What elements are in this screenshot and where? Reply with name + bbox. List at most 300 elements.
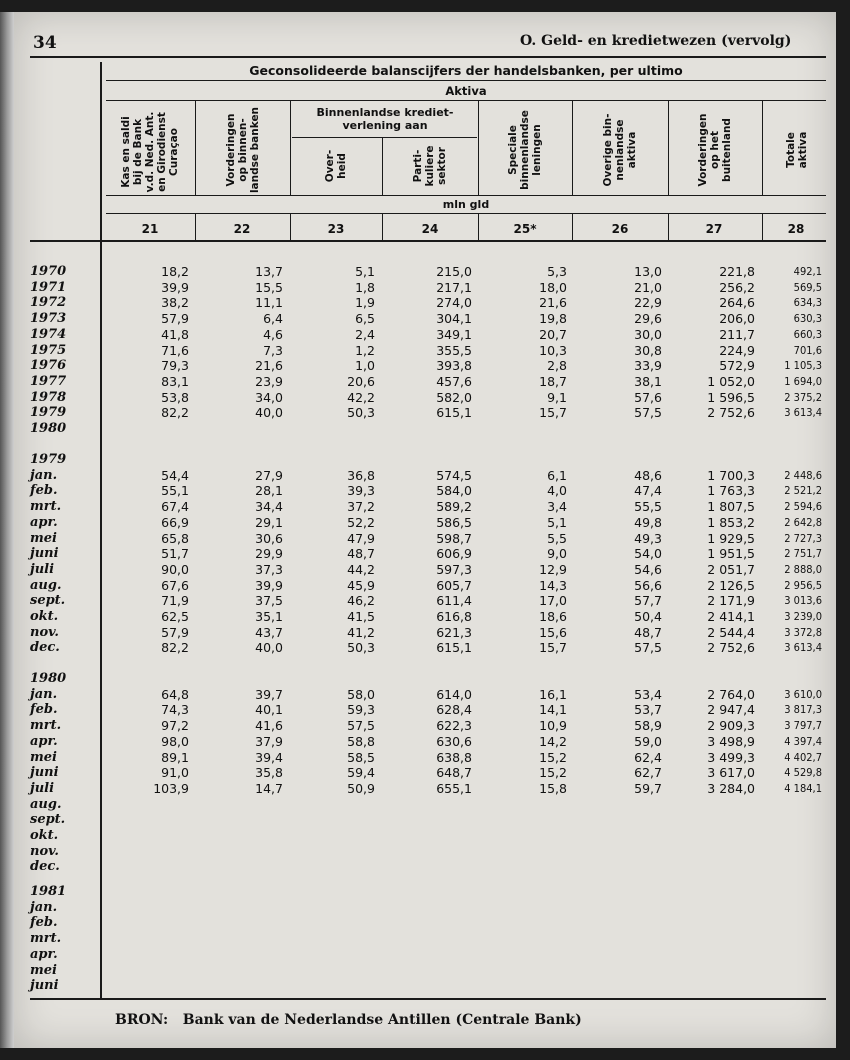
table-cell: 23,9 [255, 373, 283, 389]
table-cell: 15,7 [539, 405, 567, 421]
table-cell: 1,0 [355, 358, 375, 374]
row-label: mei [30, 962, 57, 978]
table-cell: 64,8 [161, 686, 189, 702]
table-cell: 3 797,7 [784, 719, 822, 733]
table-cell: 39,4 [255, 749, 283, 765]
table-cell: 41,5 [347, 609, 375, 624]
table-cell: 2 727,3 [784, 531, 822, 545]
table-cell: 621,3 [436, 624, 472, 640]
table-cell: 2,8 [547, 358, 567, 374]
table-cell: 2 956,5 [784, 578, 822, 592]
row-label: apr. [30, 514, 58, 530]
table-cell: 3 817,3 [784, 703, 822, 717]
col-sep [572, 100, 573, 195]
table-cell: 14,2 [539, 733, 567, 749]
col-header-23: Over- heid [324, 149, 348, 183]
col-sep [290, 214, 291, 241]
table-cell: 615,1 [436, 405, 472, 421]
table-cell: 35,1 [255, 609, 283, 624]
table-cell: 38,1 [634, 373, 662, 389]
table-cell: 33,9 [634, 358, 662, 374]
col-sep [382, 214, 383, 241]
table-cell: 572,9 [719, 358, 755, 374]
table-cell: 46,2 [347, 593, 375, 609]
table-cell: 582,0 [436, 389, 472, 405]
table-cell: 39,7 [255, 686, 283, 702]
table-cell: 1 807,5 [707, 499, 755, 515]
table-title: Geconsolideerde balanscijfers der handelsbanken, per ultimo [249, 63, 683, 78]
table-cell: 82,2 [161, 640, 189, 656]
table-cell: 628,4 [436, 702, 472, 718]
row-label: dec. [30, 640, 60, 656]
row-label: juni [30, 978, 59, 994]
table-cell: 4 184,1 [784, 781, 822, 795]
table-cell: 91,0 [161, 765, 189, 781]
col-sep [290, 100, 291, 195]
table-cell: 13,0 [634, 264, 662, 279]
table-cell: 2,4 [355, 326, 375, 342]
col-sep [762, 214, 763, 241]
table-cell: 58,5 [347, 749, 375, 765]
table-cell: 2 752,6 [707, 405, 755, 421]
row-label: mrt. [30, 718, 62, 734]
table-cell: 2 171,9 [707, 593, 755, 609]
table-cell: 2 544,4 [707, 624, 755, 640]
row-label: 1974 [30, 326, 67, 342]
table-cell: 4 397,4 [784, 734, 822, 748]
table-cell: 611,4 [436, 593, 472, 609]
table-cell: 53,8 [161, 389, 189, 405]
table-cell: 630,6 [436, 733, 472, 749]
col-number-21: 21 [141, 222, 159, 236]
table-cell: 14,1 [539, 702, 567, 718]
table-cell: 304,1 [436, 311, 472, 327]
year-label: 1979 [30, 452, 67, 467]
table-cell: 59,4 [347, 765, 375, 781]
col-header-25: Speciale binnenlandse leningen [507, 110, 543, 190]
table-cell: 349,1 [436, 326, 472, 342]
table-cell: 2 448,6 [784, 468, 822, 482]
unit-label: mln gld [442, 198, 490, 211]
table-cell: 66,9 [161, 514, 189, 530]
table-cell: 21,6 [539, 295, 567, 311]
row-label: 1971 [30, 279, 67, 295]
table-cell: 50,9 [347, 780, 375, 796]
row-label: mrt. [30, 499, 62, 515]
table-cell: 54,0 [634, 546, 662, 562]
col-number-24: 24 [421, 222, 439, 236]
table-cell: 18,2 [161, 264, 189, 279]
table-cell: 2 764,0 [707, 686, 755, 702]
aktiva-rule [106, 100, 826, 101]
table-cell: 67,6 [161, 577, 189, 593]
row-label: nov. [30, 624, 59, 640]
table-cell: 39,9 [255, 577, 283, 593]
table-cell: 55,5 [634, 499, 662, 515]
table-cell: 4 529,8 [784, 766, 822, 780]
table-cell: 21,0 [634, 279, 662, 295]
row-label: jan. [30, 467, 58, 483]
table-cell: 4 402,7 [784, 750, 822, 764]
table-cell: 206,0 [719, 311, 755, 327]
table-cell: 6,4 [263, 311, 283, 327]
table-cell: 634,3 [793, 296, 822, 310]
col-number-22: 22 [233, 222, 251, 236]
col-sep [668, 214, 669, 241]
table-cell: 5,5 [547, 530, 567, 546]
table-cell: 606,9 [436, 546, 472, 562]
table-cell: 50,3 [347, 640, 375, 656]
col-number-25: 25* [513, 222, 537, 236]
table-cell: 17,0 [539, 593, 567, 609]
row-label: aug. [30, 796, 62, 812]
row-label: dec. [30, 859, 60, 875]
table-cell: 82,2 [161, 405, 189, 421]
table-cell: 1 694,0 [784, 374, 822, 388]
table-cell: 50,3 [347, 405, 375, 421]
row-label: jan. [30, 686, 58, 702]
table-cell: 660,3 [793, 327, 822, 341]
table-cell: 51,7 [161, 546, 189, 562]
col-header-24: Parti- kuliere sektor [412, 145, 448, 187]
table-cell: 15,5 [255, 279, 283, 295]
table-cell: 18,6 [539, 609, 567, 624]
table-cell: 589,2 [436, 499, 472, 515]
row-label: 1980 [30, 421, 67, 436]
header-rule [106, 195, 826, 196]
col-header-28: Totale aktiva [785, 131, 809, 169]
table-cell: 598,7 [436, 530, 472, 546]
col-header-22: Vorderingen op binnen- landse banken [225, 106, 261, 194]
table-cell: 71,6 [161, 342, 189, 358]
col-number-28: 28 [787, 222, 805, 236]
table-cell: 56,6 [634, 577, 662, 593]
table-cell: 2 888,0 [784, 562, 822, 576]
table-cell: 2 521,2 [784, 484, 822, 498]
table-cell: 569,5 [793, 280, 822, 294]
row-label: juni [30, 546, 59, 562]
table-cell: 615,1 [436, 640, 472, 656]
table-cell: 638,8 [436, 749, 472, 765]
table-cell: 35,8 [255, 765, 283, 781]
table-cell: 34,4 [255, 499, 283, 515]
chapter-title: O. Geld- en kredietwezen (vervolg) [520, 33, 792, 49]
table-cell: 574,5 [436, 467, 472, 483]
unit-rule [106, 213, 826, 214]
page-number: 34 [33, 33, 57, 53]
table-cell: 630,3 [793, 312, 822, 326]
table-cell: 15,2 [539, 749, 567, 765]
table-cell: 42,2 [347, 389, 375, 405]
group-aktiva: Aktiva [445, 84, 487, 98]
row-label: mei [30, 749, 57, 765]
table-cell: 4,0 [547, 483, 567, 499]
table-cell: 457,6 [436, 373, 472, 389]
table-cell: 3 613,4 [784, 406, 822, 420]
row-label: mei [30, 530, 57, 546]
table-bottom-rule [30, 998, 826, 1000]
table-cell: 49,8 [634, 514, 662, 530]
table-cell: 1 763,3 [707, 483, 755, 499]
table-cell: 14,3 [539, 577, 567, 593]
table-cell: 5,1 [355, 264, 375, 279]
table-cell: 2 642,8 [784, 515, 822, 529]
page-edge-shadow [0, 12, 14, 1048]
table-cell: 57,9 [161, 311, 189, 327]
table-cell: 15,7 [539, 640, 567, 656]
col-sep [382, 138, 383, 195]
table-cell: 1 596,5 [707, 389, 755, 405]
table-cell: 45,9 [347, 577, 375, 593]
col-sep [478, 214, 479, 241]
table-cell: 3,4 [547, 499, 567, 515]
table-cell: 30,6 [255, 530, 283, 546]
table-cell: 586,5 [436, 514, 472, 530]
table-cell: 2 126,5 [707, 577, 755, 593]
table-cell: 3 013,6 [784, 594, 822, 608]
table-cell: 3 239,0 [784, 610, 822, 623]
table-cell: 43,7 [255, 624, 283, 640]
table-cell: 217,1 [436, 279, 472, 295]
table-cell: 50,4 [634, 609, 662, 624]
table-cell: 37,5 [255, 593, 283, 609]
col-sep [668, 100, 669, 195]
table-cell: 29,1 [255, 514, 283, 530]
row-label: apr. [30, 946, 58, 962]
table-cell: 211,7 [719, 326, 755, 342]
table-cell: 1,8 [355, 279, 375, 295]
table-cell: 37,9 [255, 733, 283, 749]
col-sep [195, 214, 196, 241]
table-cell: 1,9 [355, 295, 375, 311]
table-cell: 13,7 [255, 264, 283, 279]
table-cell: 605,7 [436, 577, 472, 593]
table-cell: 597,3 [436, 561, 472, 577]
table-cell: 30,0 [634, 326, 662, 342]
table-cell: 57,5 [347, 718, 375, 734]
table-cell: 6,5 [355, 311, 375, 327]
table-cell: 2 909,3 [707, 718, 755, 734]
row-label: feb. [30, 702, 58, 718]
column-number-rule [30, 240, 826, 242]
table-cell: 5,1 [547, 514, 567, 530]
table-cell: 57,5 [634, 640, 662, 656]
col-sep [762, 100, 763, 195]
table-cell: 48,7 [634, 624, 662, 640]
table-cell: 10,3 [539, 342, 567, 358]
table-cell: 54,4 [161, 467, 189, 483]
table-cell: 39,9 [161, 279, 189, 295]
table-cell: 29,9 [255, 546, 283, 562]
row-label: juli [30, 561, 55, 577]
table-cell: 21,6 [255, 358, 283, 374]
table-cell: 36,8 [347, 467, 375, 483]
col-sep [478, 100, 479, 195]
group-binnenlandse-kredietverlening: Binnenlandse krediet- verlening aan [316, 106, 454, 132]
table-cell: 1 951,5 [707, 546, 755, 562]
table-cell: 40,0 [255, 640, 283, 656]
table-cell: 58,8 [347, 733, 375, 749]
table-cell: 19,8 [539, 311, 567, 327]
table-cell: 16,1 [539, 686, 567, 702]
row-label: 1975 [30, 342, 67, 358]
table-cell: 2 051,7 [707, 561, 755, 577]
table-cell: 9,0 [547, 546, 567, 562]
table-cell: 9,1 [547, 389, 567, 405]
table-cell: 1 853,2 [707, 514, 755, 530]
table-top-rule [30, 56, 826, 58]
table-cell: 83,1 [161, 373, 189, 389]
table-cell: 11,1 [255, 295, 283, 311]
table-cell: 3 613,4 [784, 641, 822, 655]
table-cell: 18,7 [539, 373, 567, 389]
table-cell: 215,0 [436, 264, 472, 279]
table-cell: 44,2 [347, 561, 375, 577]
title-rule [106, 80, 826, 81]
table-cell: 15,8 [539, 780, 567, 796]
table-cell: 18,0 [539, 279, 567, 295]
col-number-27: 27 [705, 222, 723, 236]
table-cell: 274,0 [436, 295, 472, 311]
table-cell: 1 700,3 [707, 467, 755, 483]
table-cell: 1 052,0 [707, 373, 755, 389]
table-cell: 12,9 [539, 561, 567, 577]
row-label: sept. [30, 812, 66, 828]
table-cell: 2 751,7 [784, 547, 822, 561]
table-cell: 49,3 [634, 530, 662, 546]
table-cell: 1 929,5 [707, 530, 755, 546]
table-cell: 2 375,2 [784, 390, 822, 404]
row-label: okt. [30, 609, 59, 624]
table-cell: 3 617,0 [707, 765, 755, 781]
table-cell: 57,9 [161, 624, 189, 640]
table-cell: 59,0 [634, 733, 662, 749]
col-header-26: Overige bin- nenlandse aktiva [602, 113, 638, 187]
table-cell: 616,8 [436, 609, 472, 624]
col-number-23: 23 [327, 222, 345, 236]
kredietverlening-rule [292, 137, 477, 138]
table-cell: 393,8 [436, 358, 472, 374]
row-label: 1976 [30, 358, 67, 374]
table-cell: 29,6 [634, 311, 662, 327]
table-cell: 3 610,0 [784, 687, 822, 701]
table-cell: 1 105,3 [784, 359, 822, 373]
row-label: juni [30, 765, 59, 781]
table-cell: 58,0 [347, 686, 375, 702]
table-cell: 655,1 [436, 780, 472, 796]
table-cell: 48,7 [347, 546, 375, 562]
table-cell: 62,5 [161, 609, 189, 624]
row-label: feb. [30, 483, 58, 499]
table-cell: 492,1 [793, 265, 822, 278]
table-cell: 701,6 [793, 343, 822, 357]
table-cell: 57,6 [634, 389, 662, 405]
table-cell: 355,5 [436, 342, 472, 358]
row-label: juli [30, 780, 55, 796]
year-label: 1980 [30, 671, 67, 686]
table-cell: 39,3 [347, 483, 375, 499]
table-cell: 614,0 [436, 686, 472, 702]
table-cell: 2 947,4 [707, 702, 755, 718]
row-label: sept. [30, 593, 66, 609]
table-cell: 4,6 [263, 326, 283, 342]
table-cell: 98,0 [161, 733, 189, 749]
row-label: okt. [30, 828, 59, 843]
table-cell: 90,0 [161, 561, 189, 577]
table-cell: 14,7 [255, 780, 283, 796]
table-cell: 2 752,6 [707, 640, 755, 656]
table-cell: 41,6 [255, 718, 283, 734]
table-cell: 256,2 [719, 279, 755, 295]
table-cell: 15,6 [539, 624, 567, 640]
row-label: 1977 [30, 373, 67, 389]
table-cell: 53,7 [634, 702, 662, 718]
table-cell: 40,0 [255, 405, 283, 421]
table-cell: 10,9 [539, 718, 567, 734]
row-label: nov. [30, 843, 59, 859]
row-label: feb. [30, 915, 58, 931]
table-cell: 57,7 [634, 593, 662, 609]
col-sep [572, 214, 573, 241]
table-cell: 55,1 [161, 483, 189, 499]
table-cell: 74,3 [161, 702, 189, 718]
table-cell: 59,3 [347, 702, 375, 718]
row-label: 1979 [30, 405, 67, 421]
table-cell: 48,6 [634, 467, 662, 483]
table-cell: 37,2 [347, 499, 375, 515]
table-cell: 59,7 [634, 780, 662, 796]
table-cell: 3 498,9 [707, 733, 755, 749]
col-header-21: Kas en saldi bij de Bank v.d. Ned. Ant. en Girodienst Curaçao [120, 111, 180, 193]
table-cell: 79,3 [161, 358, 189, 374]
table-cell: 71,9 [161, 593, 189, 609]
table-cell: 648,7 [436, 765, 472, 781]
table-cell: 38,2 [161, 295, 189, 311]
table-cell: 5,3 [547, 264, 567, 279]
table-cell: 28,1 [255, 483, 283, 499]
table-cell: 30,8 [634, 342, 662, 358]
table-cell: 40,1 [255, 702, 283, 718]
table-cell: 3 284,0 [707, 780, 755, 796]
table-cell: 62,7 [634, 765, 662, 781]
table-cell: 3 499,3 [707, 749, 755, 765]
table-cell: 97,2 [161, 718, 189, 734]
table-cell: 2 594,6 [784, 500, 822, 514]
table-cell: 1,2 [355, 342, 375, 358]
year-label: 1981 [30, 884, 67, 899]
table-cell: 58,9 [634, 718, 662, 734]
row-label: 1973 [30, 311, 67, 327]
source-note: BRON: Bank van de Nederlandse Antillen (Centrale Bank) [115, 1012, 582, 1028]
table-cell: 27,9 [255, 467, 283, 483]
table-cell: 37,3 [255, 561, 283, 577]
table-cell: 20,7 [539, 326, 567, 342]
row-label: mrt. [30, 931, 62, 947]
row-label: apr. [30, 733, 58, 749]
table-cell: 41,2 [347, 624, 375, 640]
table-cell: 67,4 [161, 499, 189, 515]
row-label: jan. [30, 899, 58, 915]
table-cell: 47,4 [634, 483, 662, 499]
row-label: aug. [30, 577, 62, 593]
table-cell: 7,3 [263, 342, 283, 358]
col-header-27: Vorderingen op het buitenland [697, 113, 733, 187]
table-cell: 41,8 [161, 326, 189, 342]
table-cell: 89,1 [161, 749, 189, 765]
row-label: 1978 [30, 389, 67, 405]
table-cell: 65,8 [161, 530, 189, 546]
col-sep [195, 100, 196, 195]
